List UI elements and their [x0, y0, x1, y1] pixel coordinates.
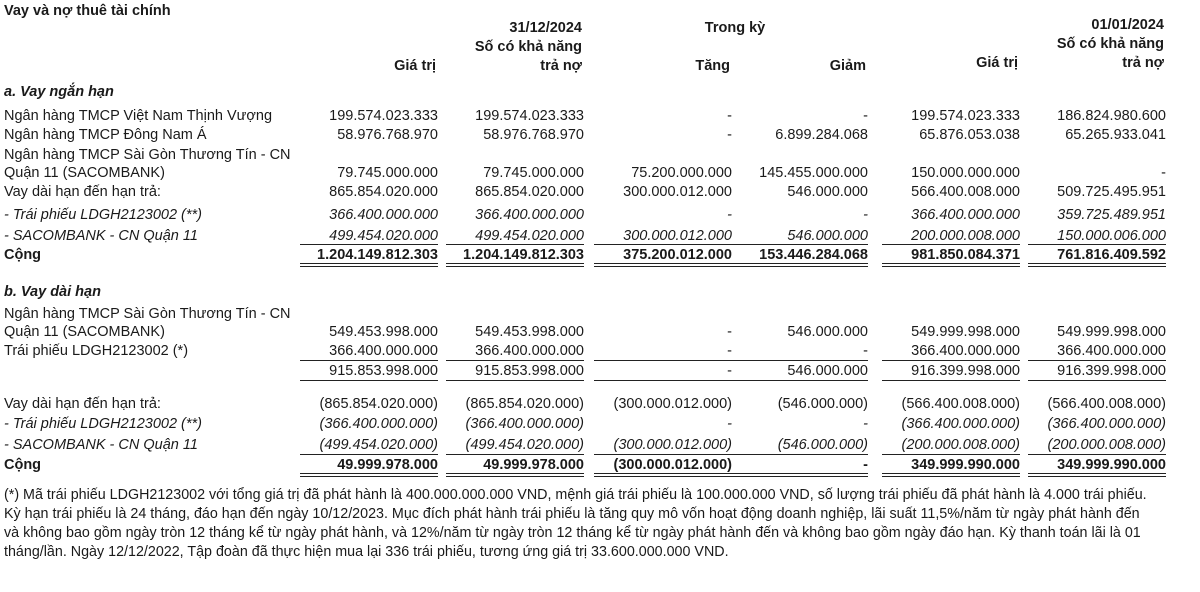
- cell-decrease: -: [863, 108, 868, 124]
- cell-repay: 79.745.000.000: [483, 165, 584, 181]
- cell-decrease: 546.000.000: [787, 228, 868, 244]
- cell-value-start: (200.000.008.000): [901, 437, 1020, 453]
- row-label-line2: Quận 11 (SACOMBANK): [4, 165, 165, 181]
- row-label: Ngân hàng TMCP Sài Gòn Thương Tín - CN: [4, 306, 291, 322]
- cell-repay: (499.454.020.000): [465, 437, 584, 453]
- table-row-label-line1: [0, 146, 1200, 166]
- row-label: Trái phiếu LDGH2123002 (*): [4, 343, 189, 359]
- cell-repay: 49.999.978.000: [483, 457, 584, 473]
- cell-value-start: 916.399.998.000: [911, 363, 1020, 379]
- rule: [730, 244, 868, 245]
- double-rule: [882, 473, 1020, 477]
- rule: [1028, 360, 1166, 361]
- table-row: [0, 126, 1200, 146]
- rule: [446, 454, 584, 455]
- rule: [882, 244, 1020, 245]
- cell-increase: 375.200.012.000: [623, 247, 732, 263]
- header-repay-2: trả nợ: [540, 58, 582, 74]
- double-rule: [882, 263, 1020, 267]
- cell-value: 915.853.998.000: [329, 363, 438, 379]
- cell-value: 865.854.020.000: [329, 184, 438, 200]
- cell-repay-start: 509.725.495.951: [1057, 184, 1166, 200]
- row-label: Ngân hàng TMCP Đông Nam Á: [4, 127, 207, 143]
- row-label: Ngân hàng TMCP Sài Gòn Thương Tín - CN: [4, 147, 291, 163]
- total-label: Cộng: [4, 247, 42, 263]
- total-label: Cộng: [4, 457, 42, 473]
- double-rule: [1028, 473, 1166, 477]
- row-label-line2: Quận 11 (SACOMBANK): [4, 324, 165, 340]
- cell-increase: -: [727, 324, 732, 340]
- cell-value-start: 366.400.000.000: [911, 343, 1020, 359]
- subtotal-row: [0, 362, 1200, 382]
- cell-value: 1.204.149.812.303: [317, 247, 438, 263]
- cell-value-start: 981.850.084.371: [911, 247, 1020, 263]
- cell-repay: 1.204.149.812.303: [463, 247, 584, 263]
- cell-repay-start: (366.400.000.000): [1047, 416, 1166, 432]
- cell-repay: (366.400.000.000): [465, 416, 584, 432]
- cell-value: 49.999.978.000: [337, 457, 438, 473]
- table-row: [0, 415, 1200, 435]
- rule: [730, 380, 868, 381]
- rule: [300, 380, 438, 381]
- row-label: Ngân hàng TMCP Việt Nam Thịnh Vượng: [4, 108, 273, 124]
- cell-decrease: (546.000.000): [777, 396, 868, 412]
- cell-increase: -: [727, 416, 732, 432]
- double-rule: [594, 473, 732, 477]
- cell-repay-start: 359.725.489.951: [1057, 207, 1166, 223]
- rule: [300, 360, 438, 361]
- cell-value-start: 150.000.000.000: [911, 165, 1020, 181]
- cell-repay: 915.853.998.000: [475, 363, 584, 379]
- rule: [1028, 244, 1166, 245]
- cell-repay-start: 761.816.409.592: [1057, 247, 1166, 263]
- cell-increase: (300.000.012.000): [613, 437, 732, 453]
- cell-decrease: (546.000.000): [777, 437, 868, 453]
- cell-repay-start: 150.000.006.000: [1057, 228, 1166, 244]
- cell-repay-start: 349.999.990.000: [1057, 457, 1166, 473]
- table-row: [0, 183, 1200, 203]
- cell-repay-start: -: [1161, 165, 1166, 181]
- header-value: Giá trị: [394, 58, 436, 74]
- rule: [882, 360, 1020, 361]
- header-repay2-1: Số có khả năng: [1056, 36, 1164, 52]
- rule: [446, 380, 584, 381]
- table-row: [0, 323, 1200, 343]
- cell-decrease: -: [863, 457, 868, 473]
- cell-value-start: 199.574.023.333: [911, 108, 1020, 124]
- cell-increase: -: [727, 363, 732, 379]
- cell-value-start: 65.876.053.038: [919, 127, 1020, 143]
- header-in-period: Trong kỳ: [704, 20, 766, 36]
- double-rule: [300, 263, 438, 267]
- header-increase: Tăng: [695, 58, 730, 74]
- double-rule: [730, 263, 868, 267]
- table-title: Vay và nợ thuê tài chính: [4, 3, 171, 19]
- cell-decrease: 546.000.000: [787, 184, 868, 200]
- rule: [730, 360, 868, 361]
- footnote-line: Kỳ hạn trái phiếu là 24 tháng, đáo hạn đến ngày 10/12/2023. Mục đích phát hành trái phiếu là tăng quy mô vốn hoạt động doanh nghiệp, lãi suất 11,5%/năm từ ngày phát hành đến: [4, 506, 1140, 522]
- cell-repay: 865.854.020.000: [475, 184, 584, 200]
- row-label: - Trái phiếu LDGH2123002 (**): [4, 416, 202, 432]
- cell-value: 549.453.998.000: [329, 324, 438, 340]
- double-rule: [446, 263, 584, 267]
- table-row: [0, 164, 1200, 184]
- cell-increase: (300.000.012.000): [613, 457, 732, 473]
- cell-repay: (865.854.020.000): [465, 396, 584, 412]
- cell-decrease: 153.446.284.068: [759, 247, 868, 263]
- footnote-line: (*) Mã trái phiếu LDGH2123002 với tổng giá trị đã phát hành là 400.000.000.000 VND, mệnh giá trái phiếu là 100.000.000 VND, số lượng trái phiếu đã phát hành là 4.000 trái phiếu.: [4, 487, 1147, 503]
- rule: [446, 360, 584, 361]
- table-row: [0, 206, 1200, 226]
- cell-increase: 75.200.000.000: [631, 165, 732, 181]
- cell-increase: -: [727, 108, 732, 124]
- header-date-end: 31/12/2024: [509, 20, 582, 36]
- double-rule: [446, 473, 584, 477]
- rule: [882, 454, 1020, 455]
- cell-value-start: 366.400.000.000: [911, 207, 1020, 223]
- cell-value-start: (566.400.008.000): [901, 396, 1020, 412]
- rule: [594, 244, 732, 245]
- row-label: Vay dài hạn đến hạn trả:: [4, 396, 161, 412]
- cell-increase: 300.000.012.000: [623, 184, 732, 200]
- section-short-term: a. Vay ngắn hạn: [4, 84, 114, 100]
- header-repay-1: Số có khả năng: [474, 39, 582, 55]
- rule: [730, 454, 868, 455]
- row-label: Vay dài hạn đến hạn trả:: [4, 184, 161, 200]
- cell-repay: 58.976.768.970: [483, 127, 584, 143]
- cell-increase: -: [727, 207, 732, 223]
- cell-repay: 549.453.998.000: [475, 324, 584, 340]
- rule: [1028, 454, 1166, 455]
- cell-value: (865.854.020.000): [319, 396, 438, 412]
- cell-decrease: 145.455.000.000: [759, 165, 868, 181]
- double-rule: [730, 473, 868, 477]
- cell-value: (499.454.020.000): [319, 437, 438, 453]
- cell-repay-start: 65.265.933.041: [1065, 127, 1166, 143]
- cell-repay: 366.400.000.000: [475, 207, 584, 223]
- cell-repay: 499.454.020.000: [475, 228, 584, 244]
- cell-repay-start: 186.824.980.600: [1057, 108, 1166, 124]
- cell-repay-start: (200.000.008.000): [1047, 437, 1166, 453]
- cell-decrease: -: [863, 343, 868, 359]
- cell-repay-start: (566.400.008.000): [1047, 396, 1166, 412]
- rule: [594, 380, 732, 381]
- rule: [1028, 380, 1166, 381]
- cell-increase: -: [727, 127, 732, 143]
- rule: [594, 454, 732, 455]
- cell-repay-start: 916.399.998.000: [1057, 363, 1166, 379]
- rule: [446, 244, 584, 245]
- cell-value-start: 549.999.998.000: [911, 324, 1020, 340]
- header-value-2: Giá trị: [976, 55, 1018, 71]
- cell-value: 58.976.768.970: [337, 127, 438, 143]
- cell-decrease: 546.000.000: [787, 324, 868, 340]
- footnote-line: và không bao gồm ngày tròn 12 tháng kể từ ngày phát hành, và 12%/năm từ ngày tròn 12 tháng kể từ ngày phát hành đến và không bao gồm ngày đáo hạn. Kỳ thanh toán lãi là 01: [4, 525, 1141, 541]
- row-label: - SACOMBANK - CN Quận 11: [4, 228, 198, 244]
- cell-value: 79.745.000.000: [337, 165, 438, 181]
- double-rule: [1028, 263, 1166, 267]
- cell-value: 366.400.000.000: [329, 343, 438, 359]
- cell-increase: -: [727, 343, 732, 359]
- row-label: - Trái phiếu LDGH2123002 (**): [4, 207, 202, 223]
- rule: [594, 360, 732, 361]
- cell-repay-start: 549.999.998.000: [1057, 324, 1166, 340]
- cell-value: 199.574.023.333: [329, 108, 438, 124]
- table-row: [0, 107, 1200, 127]
- cell-value-start: 349.999.990.000: [911, 457, 1020, 473]
- rule: [882, 380, 1020, 381]
- cell-decrease: -: [863, 207, 868, 223]
- table-row-label-line1: [0, 305, 1200, 325]
- cell-value-start: 566.400.008.000: [911, 184, 1020, 200]
- rule: [300, 244, 438, 245]
- table-row: [0, 342, 1200, 362]
- cell-decrease: 546.000.000: [787, 363, 868, 379]
- cell-value: (366.400.000.000): [319, 416, 438, 432]
- footnote: [4, 486, 1184, 562]
- rule: [300, 454, 438, 455]
- cell-value: 499.454.020.000: [329, 228, 438, 244]
- header-repay2-2: trả nợ: [1122, 55, 1164, 71]
- cell-value-start: 200.000.008.000: [911, 228, 1020, 244]
- cell-repay: 366.400.000.000: [475, 343, 584, 359]
- cell-increase: (300.000.012.000): [613, 396, 732, 412]
- double-rule: [594, 263, 732, 267]
- footnote-line: tháng/lần. Ngày 12/12/2022, Tập đoàn đã thực hiện mua lại 336 trái phiếu, tương ứng giá trị 33.600.000.000 VND.: [4, 544, 729, 560]
- cell-decrease: -: [863, 416, 868, 432]
- cell-value-start: (366.400.000.000): [901, 416, 1020, 432]
- table-row: [0, 436, 1200, 456]
- header-date-start: 01/01/2024: [1091, 17, 1164, 33]
- row-label: - SACOMBANK - CN Quận 11: [4, 437, 198, 453]
- cell-decrease: 6.899.284.068: [775, 127, 868, 143]
- cell-repay-start: 366.400.000.000: [1057, 343, 1166, 359]
- header-decrease: Giảm: [829, 58, 866, 74]
- cell-increase: 300.000.012.000: [623, 228, 732, 244]
- cell-value: 366.400.000.000: [329, 207, 438, 223]
- section-long-term: b. Vay dài hạn: [4, 284, 101, 300]
- cell-repay: 199.574.023.333: [475, 108, 584, 124]
- table-row: [0, 395, 1200, 415]
- double-rule: [300, 473, 438, 477]
